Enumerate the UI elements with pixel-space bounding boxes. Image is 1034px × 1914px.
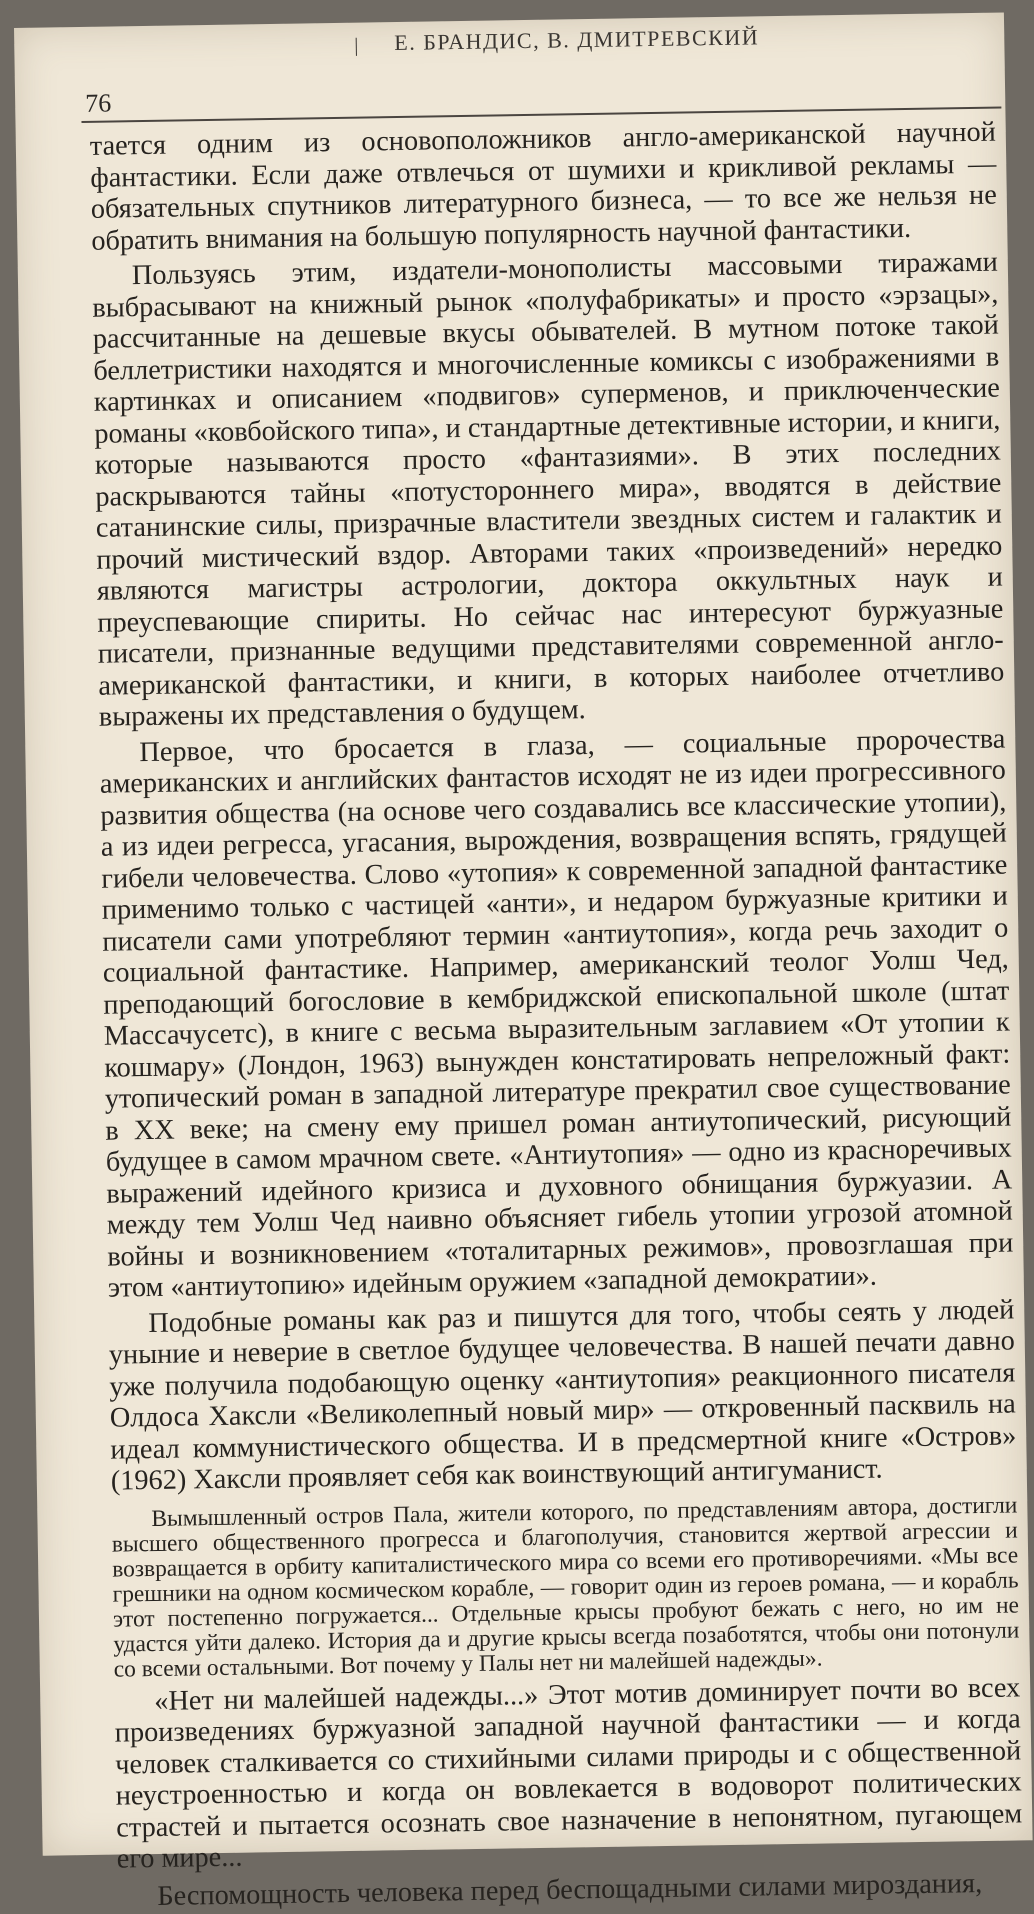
header-mark: | <box>354 34 359 57</box>
book-page <box>14 12 1033 1912</box>
running-title: Е. БРАНДИС, В. ДМИТРЕВСКИЙ <box>394 24 760 56</box>
quote-paragraph: Вымышленный остров Пала, жители которого, по представлениям автора, достигли высшего общественного прогресса и благополучия, становится жертвой агрессии и возвращается в орбиту капиталистического мира со всеми его противоречиями. «Мы все грешники на одном космическом корабле, — говорит один из героев романа, — и корабль этот постепенно погружается... Отдельные крысы пробуют бежать с него, но им не удастся уйти далеко. История да и другие крысы всегда позаботятся, чтобы они потонули со всеми остальными. Вот почему у Палы нет ни малейшей надежды». <box>111 1491 1020 1683</box>
paragraph: «Нет ни малейшей надежды...» Этот мотив доминирует почти во всех произведениях буржуазной западной научной фантастики — и когда человек сталкивается со стихийными силами природы и с общественной неустроенностью и когда он вовлекается в водоворот политических страстей и пытается осознать свое назначение в непонятном, пугающем его мире... <box>114 1671 1023 1875</box>
paragraph: Пользуясь этим, издатели-монополисты массовыми тиражами выбрасывают на книжный рынок «полуфабрикаты» и просто «эрзацы», рассчитанные на дешевые вкусы обывателей. В мутном потоке такой беллетристики находятся и многочисленные комиксы с изображениями в картинках и описанием «подвигов» суперменов, и приключенческие романы «ковбойского типа», и стандартные детективные истории, и книги, которые называются просто «фантазиями». В этих последних раскрываются тайны «потустороннего мира», вводятся в действие сатанинские силы, призрачные властители звездных систем и галактик и прочий мистический вздор. Авторами таких «произведений» нередко являются магистры астрологии, доктора оккультных наук и преуспевающие спириты. Но сейчас нас интересуют буржуазные писатели, признанные ведущими представителями современной англо-американской фантастики, и книги, в которых наиболее отчетливо выражены их представления о будущем. <box>92 246 1005 733</box>
paragraph: Беспомощность человека перед беспощадными силами мироздания, <box>157 1867 983 1912</box>
page-number: 76 <box>84 88 112 118</box>
paragraph: Подобные романы как раз и пишутся для того, чтобы сеять у людей уныние и неверие в светлое будущее человечества. В нашей печати давно уже получила подобающую оценку «антиутопия» реакционного писателя Олдоса Хаксли «Великолепный новый мир» — откровенный пасквиль на идеал коммунистического общества. И в предсмертной книге «Остров» (1962) Хаксли проявляет себя как воинствующий антигуманист. <box>108 1293 1017 1497</box>
page-body <box>90 117 1024 1913</box>
paragraph: тается одним из основоположников англо-американской научной фантастики. Если даже отвлечься от шумихи и крикливой рекламы — обязательных спутников литературного бизнеса, — то все же нельзя не обратить внимания на большую популярность научной фантастики. <box>89 116 997 257</box>
paragraph: Первое, что бросается в глаза, — социальные пророчества американских и английских фантастов исходят не из идеи прогрессивного развития общества (на основе чего создавались все классические утопии), а из идеи регресса, угасания, вырождения, возвращения вспять, грядущей гибели человечества. Слово «утопия» к современной западной фантастике применимо только с частицей «анти», и недаром буржуазные критики и писатели сами употребляют термин «антиутопия», когда речь заходит о социальной фантастике. Например, американский теолог Уолш Чед, преподающий богословие в кембриджской епископальной школе (штат Массачусетс), в книге с весьма выразительным заглавием «От утопии к кошмару» (Лондон, 1963) вынужден констатировать непреложный факт: утопический роман в западной литературе прекратил свое существование в XX веке; на смену ему пришел роман антиутопический, рисующий будущее в самом мрачном свете. «Антиутопия» — одно из красноречивых выражений идейного кризиса и духовного обнищания буржуазии. А между тем Уолш Чед наивно объясняет гибель утопии угрозой атомной войны и возникновением «тоталитарных режимов», провозглашая при этом «антиутопию» идейным оружием «западной демократии». <box>99 723 1014 1304</box>
